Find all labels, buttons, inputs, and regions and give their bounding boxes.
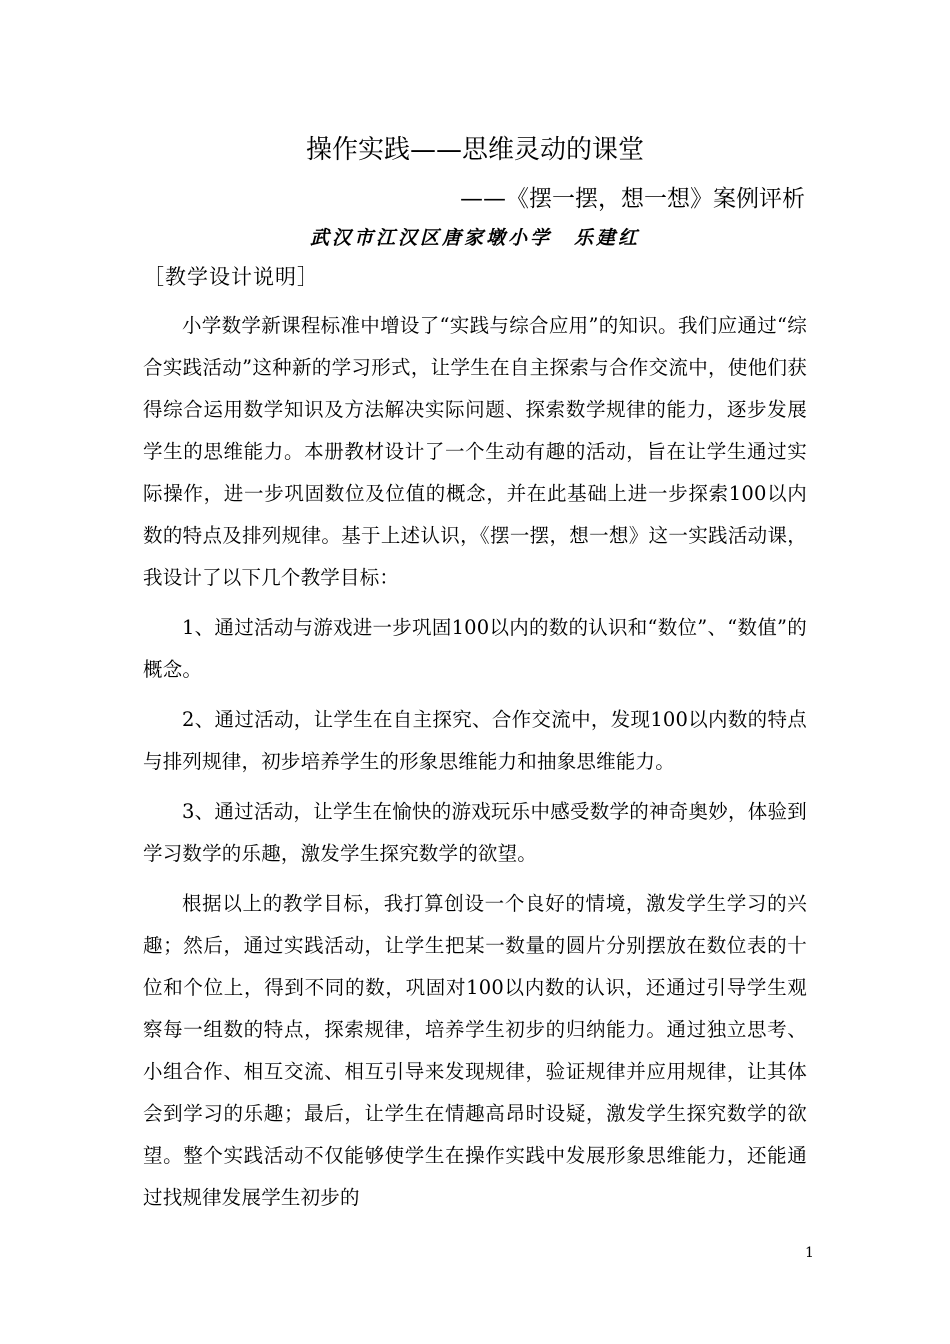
author-line <box>310 224 640 252</box>
body-text <box>143 305 807 1219</box>
page-subtitle: ——《摆一摆，想一想》案例评析 <box>460 186 805 212</box>
author-name: 乐建红 <box>574 227 641 249</box>
paragraph: 3、通过活动，让学生在愉快的游戏玩乐中感受数学的神奇奥妙，体验到学习数学的乐趣，激发学生探究数学的欲望。 <box>143 800 807 865</box>
page-number: 1 <box>805 1245 814 1261</box>
author-school: 武汉市江汉区唐家墩小学 <box>310 227 553 249</box>
page-title: 操作实践——思维灵动的课堂 <box>305 135 644 165</box>
paragraph: 1、通过活动与游戏进一步巩固100以内的数的认识和“数位”、“数值”的概念。 <box>143 616 807 681</box>
paragraph: 小学数学新课程标准中增设了“实践与综合应用”的知识。我们应通过“综合实践活动”这种新的学习形式，让学生在自主探索与合作交流中，使他们获得综合运用数学知识及方法解决实际问题、探索数学规律的能力，逐步发展学生的思维能力。本册教材设计了一个生动有趣的活动，旨在让学生通过实际操作，进一步巩固数位及位值的概念，并在此基础上进一步探索100以内数的特点及排列规律。基于上述认识，《摆一摆，想一想》这一实践活动课，我设计了以下几个教学目标： <box>143 314 807 589</box>
paragraph: 2、通过活动，让学生在自主探究、合作交流中，发现100以内数的特点与排列规律，初步培养学生的形象思维能力和抽象思维能力。 <box>143 708 807 773</box>
paragraph: 根据以上的教学目标，我打算创设一个良好的情境，激发学生学习的兴趣；然后，通过实践活动，让学生把某一数量的圆片分别摆放在数位表的十位和个位上，得到不同的数，巩固对100以内数的认识，还通过引导学生观察每一组数的特点，探索规律，培养学生初步的归纳能力。通过独立思考、小组合作、相互交流、相互引导来发现规律，验证规律并应用规律，让其体会到学习的乐趣；最后，让学生在情趣高昂时设疑，激发学生探究数学的欲望。整个实践活动不仅能够使学生在操作实践中发展形象思维能力，还能通过找规律发展学生初步的 <box>143 892 807 1209</box>
section-heading: ［教学设计说明］ <box>143 265 319 289</box>
